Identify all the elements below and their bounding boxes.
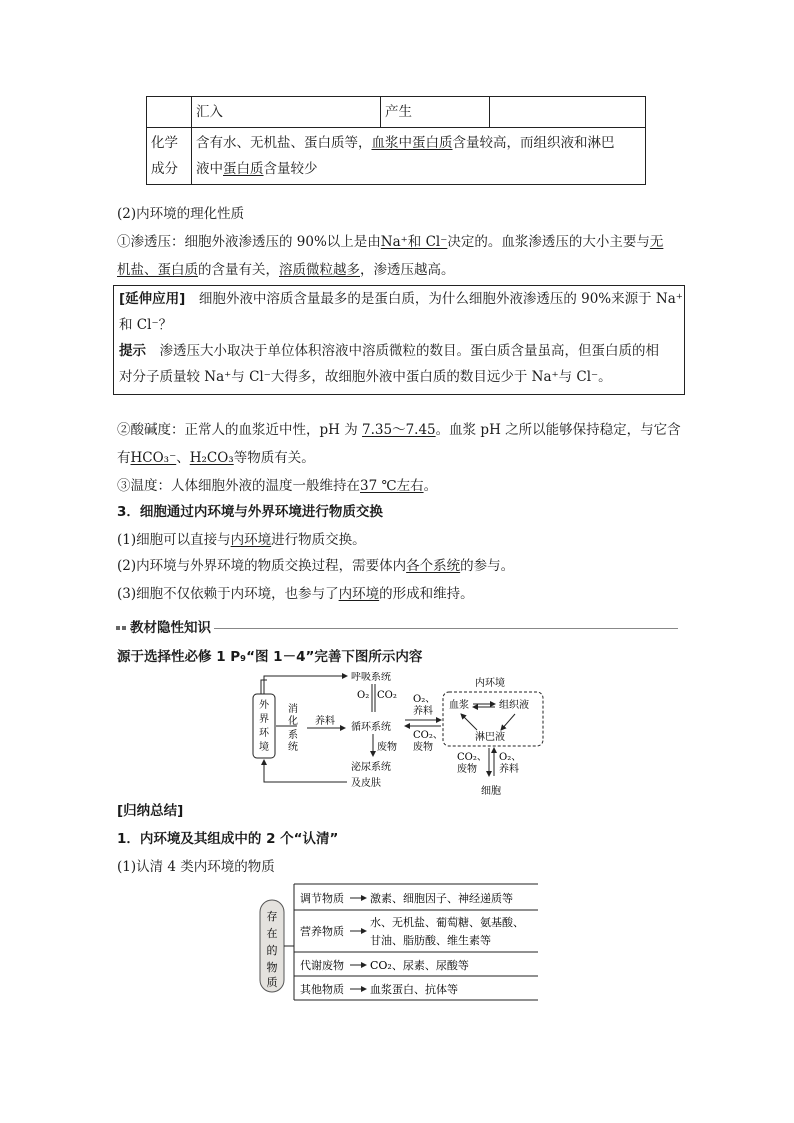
row-label: 代谢废物 bbox=[300, 959, 344, 972]
digest-char: 统 bbox=[288, 742, 298, 753]
divider bbox=[214, 628, 678, 629]
section-heading: 3．细胞通过内环境与外界环境进行物质交换 bbox=[117, 504, 383, 520]
nutrient-label: 养料 bbox=[315, 716, 335, 727]
digest-char: 系 bbox=[288, 730, 298, 741]
inner-env-title: 内环境 bbox=[475, 678, 505, 689]
arrow-to-outer bbox=[264, 760, 347, 782]
bullet-dot bbox=[116, 626, 120, 630]
row-text: CO₂、尿素、尿酸等 bbox=[370, 959, 469, 972]
cell-exchange-label: CO₂、 bbox=[457, 752, 487, 763]
cell-label: 细胞 bbox=[481, 786, 501, 797]
cell-exchange-label: O₂、 bbox=[499, 752, 522, 763]
outer-env-char: 界 bbox=[259, 714, 269, 725]
table-row-label bbox=[147, 128, 192, 185]
table-cell bbox=[490, 97, 646, 128]
exchange-label: 废物 bbox=[413, 742, 433, 753]
box-line: 提示 渗透压大小取决于单位体积溶液中溶质微粒的数目。蛋白质含量虽高，但蛋白质的相 bbox=[119, 343, 659, 359]
section-heading: (2)内环境的理化性质 bbox=[117, 206, 245, 222]
cell-exchange-label: 养料 bbox=[499, 764, 519, 775]
resp-label: 呼吸系统 bbox=[351, 672, 391, 683]
table-cell bbox=[147, 97, 192, 128]
summary-heading: 1．内环境及其组成中的 2 个“认清” bbox=[117, 831, 339, 847]
cell-exchange-label: 废物 bbox=[457, 764, 477, 775]
exchange-label: O₂、 bbox=[413, 694, 436, 705]
row-label: 其他物质 bbox=[300, 983, 344, 996]
paragraph-line: (3)细胞不仅依赖于内环境，也参与了内环境的形成和维持。 bbox=[117, 586, 474, 602]
exist-char: 质 bbox=[266, 976, 278, 989]
co2-label: CO₂ bbox=[377, 690, 397, 701]
digest-char: 化 bbox=[288, 716, 298, 727]
box-line: [延伸应用] 细胞外液中溶质含量最多的是蛋白质，为什么细胞外液渗透压的 90%来源于 Na⁺ bbox=[119, 291, 683, 307]
substances-diagram bbox=[258, 882, 540, 1004]
paragraph-line: ③温度：人体细胞外液的温度一般维持在37 ℃左右。 bbox=[117, 478, 438, 494]
row-text: 甘油、脂肪酸、维生素等 bbox=[370, 934, 491, 947]
exchange-diagram bbox=[245, 672, 555, 800]
waste-label: 废物 bbox=[377, 742, 397, 753]
outer-env-char: 外 bbox=[259, 700, 269, 711]
cell-line: 液中蛋白质含量较少 bbox=[196, 161, 318, 177]
bullet-dot bbox=[122, 626, 126, 630]
label-line: 成分 bbox=[151, 161, 178, 177]
tissue-lymph-arrow bbox=[501, 714, 515, 730]
row-text: 激素、细胞因子、神经递质等 bbox=[370, 892, 513, 905]
table-cell bbox=[192, 128, 646, 185]
exist-char: 的 bbox=[266, 944, 278, 957]
table-cell: 汇入 bbox=[192, 97, 381, 128]
extension-box bbox=[113, 285, 685, 395]
label-line: 化学 bbox=[151, 135, 178, 151]
box-line: 和 Cl⁻？ bbox=[119, 317, 173, 333]
paragraph-line: ①渗透压：细胞外液渗透压的 90%以上是由Na⁺和 Cl⁻决定的。血浆渗透压的大小主要与无 bbox=[117, 234, 664, 250]
row-text: 血浆蛋白、抗体等 bbox=[370, 983, 458, 996]
source-note: 源于选择性必修 1 P₉“图 1－4”完善下图所示内容 bbox=[117, 649, 423, 665]
table-cell: 产生 bbox=[381, 97, 490, 128]
summary-tag: [归纳总结] bbox=[117, 803, 184, 819]
digest-char: 消 bbox=[288, 704, 298, 715]
outer-env-char: 环 bbox=[259, 728, 269, 739]
exist-char: 存 bbox=[266, 910, 278, 923]
o2-label: O₂ bbox=[357, 690, 370, 701]
row-text: 水、无机盐、葡萄糖、氨基酸、 bbox=[370, 916, 524, 929]
paragraph-line: 机盐、蛋白质的含量有关，溶质微粒越多，渗透压越高。 bbox=[117, 262, 455, 278]
urinary-label: 及皮肤 bbox=[351, 778, 381, 789]
exchange-label: 养料 bbox=[413, 706, 433, 717]
outer-env-char: 境 bbox=[259, 742, 269, 753]
row-label: 营养物质 bbox=[300, 925, 344, 938]
tissue-label: 组织液 bbox=[499, 700, 529, 711]
paragraph-line: (2)内环境与外界环境的物质交换过程，需要体内各个系统的参与。 bbox=[117, 558, 515, 574]
circ-label: 循环系统 bbox=[351, 722, 391, 733]
row-label: 调节物质 bbox=[300, 892, 344, 905]
components-table bbox=[146, 96, 646, 185]
exist-char: 在 bbox=[266, 927, 278, 940]
paragraph-line: (1)细胞可以直接与内环境进行物质交换。 bbox=[117, 532, 366, 548]
table-row bbox=[147, 128, 646, 185]
lymph-plasma-arrow bbox=[461, 714, 477, 730]
urinary-label: 泌尿系统 bbox=[351, 762, 391, 773]
section-title: 教材隐性知识 bbox=[130, 620, 211, 636]
lymph-label: 淋巴液 bbox=[475, 732, 505, 743]
summary-sub: (1)认清 4 类内环境的物质 bbox=[117, 859, 275, 875]
exist-char: 物 bbox=[266, 961, 278, 974]
paragraph-line: ②酸碱度：正常人的血浆近中性，pH 为 7.35～7.45。血浆 pH 之所以能够保持稳定，与它含 bbox=[117, 422, 681, 438]
arrow-to-resp bbox=[264, 676, 347, 694]
box-line: 对分子质量较 Na⁺与 Cl⁻大得多，故细胞外液中蛋白质的数目远少于 Na⁺与 Cl⁻。 bbox=[119, 369, 612, 385]
cell-line: 含有水、无机盐、蛋白质等，血浆中蛋白质含量较高，而组织液和淋巴 bbox=[196, 135, 615, 151]
plasma-label: 血浆 bbox=[449, 700, 469, 711]
paragraph-line: 有HCO₃⁻、H₂CO₃等物质有关。 bbox=[117, 450, 315, 466]
table-row bbox=[147, 97, 646, 128]
exchange-label: CO₂、 bbox=[413, 730, 443, 741]
